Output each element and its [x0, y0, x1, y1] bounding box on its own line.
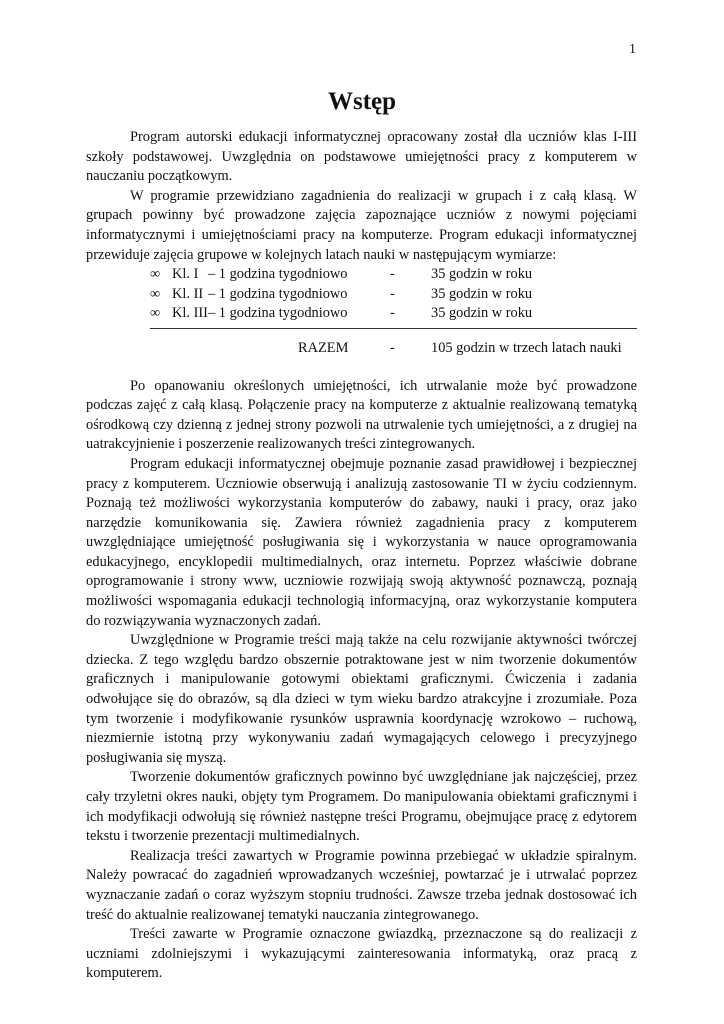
infinity-bullet-icon: ∞: [150, 285, 161, 302]
total-label: RAZEM: [298, 339, 349, 356]
page-number: 1: [629, 42, 636, 57]
schedule-class: Kl. I: [172, 266, 199, 283]
body-paragraph: Treści zawarte w Programie oznaczone gwiazdką, przeznaczone są do realizacji z uczniami zdolniejszymi i wykazującymi zainteresowania informatyką, oraz pracą z komputerem.: [86, 926, 637, 982]
body-paragraph: Uwzględnione w Programie treści mają także na celu rozwijanie aktywności twórczej dziecka. Z tego względu bardzo obszernie potraktowane jest w nim tworzenie dokumentów graficznych i manipulowanie gotowymi obiektami graficznymi. Ćwiczenia i zadania odwołujące się do obrazów, są dla dzieci w tym wieku bardzo atrakcyjne i zrozumiałe. Poza tym tworzenie i modyfikowanie rysunków usprawnia koordynację wzrokowo – ruchową, niezmiernie istotną przy wykonywaniu zadań wymagających celowego i precyzyjnego posługiwania się myszą.: [86, 632, 637, 766]
intro-paragraph: W programie przewidziano zagadnienia do realizacji w grupach i z całą klasą. W grupach powinny być prowadzone zajęcia zapoznające uczniów z nowymi pojęciami informatycznymi i umiejętnościami pracy na komputerze. Program edukacji informatycznej przewiduje zajęcia grupowe w kolejnych latach nauki w następującym wymiarze:: [86, 187, 637, 263]
body-paragraph: Tworzenie dokumentów graficznych powinno być uwzględniane jak najczęściej, przez cały trzyletni okres nauki, objęty tym Programem. Do manipulowania obiektami graficznymi i ich modyfikacji odwołują się również następne treści Programu, obejmujące pracę z edytorem tekstu i tworzenie prezentacji multimedialnych.: [86, 769, 637, 845]
body-paragraph: Program edukacji informatycznej obejmuje poznanie zasad prawidłowej i bezpiecznej pracy z komputerem. Uczniowie obserwują i analizują zastosowanie TI w życiu codziennym. Poznają też możliwości wykorzystania komputerów do zabawy, nauki i pracy, oraz jako narzędzie komunikowania się. Zawiera również zagadnienia pracy z komputerem uwzględniające umiejętność posługiwania się i wykorzystania w nauce oprogramowania edukacyjnego, encyklopedii multimedialnych, oraz internetu. Poprzez właściwie dobrane oprogramowanie i strony www, uczniowie rozwijają swoją aktywność poznawczą, poznają możliwości wspomagania edukacji technologią informacyjną, oraz wykorzystanie komputera do rozwiązywania wyznaczonych zadań.: [86, 455, 637, 629]
infinity-bullet-icon: ∞: [150, 305, 161, 322]
intro-paragraph: Program autorski edukacji informatycznej opracowany został dla uczniów klas I-III szkoły podstawowej. Uwzględnia on podstawowe umiejętności pracy z komputerem w nauczaniu początkowym.: [86, 129, 637, 185]
class-schedule-list: [150, 265, 637, 324]
schedule-description: – 1 godzina tygodniowo: [208, 266, 348, 283]
total-row: [86, 339, 637, 359]
document-body: [86, 128, 637, 984]
schedule-hours: 35 godzin w roku: [431, 266, 533, 283]
schedule-dash: -: [390, 266, 395, 283]
schedule-hours: 35 godzin w roku: [431, 305, 533, 322]
schedule-row: [150, 304, 637, 324]
schedule-dash: -: [390, 305, 395, 322]
schedule-row: [150, 285, 637, 305]
schedule-row: [150, 265, 637, 285]
body-paragraph: Po opanowaniu określonych umiejętności, ich utrwalanie może być prowadzone podczas zajęć z całą klasą. Połączenie pracy na komputerze z aktualnie realizowaną tematyką ośrodkową czy dzienną z jednej strony pozwoli na utrwalenie tych umiejętności, a z drugiej na uatrakcyjnienie i poszerzenie realizowanych treści zintegrowanych.: [86, 377, 637, 453]
total-divider: [150, 328, 637, 329]
page-title: Wstęp: [327, 88, 397, 115]
schedule-hours: 35 godzin w roku: [431, 285, 533, 302]
total-dash: -: [390, 339, 395, 356]
schedule-class: Kl. II: [172, 285, 204, 302]
schedule-class: Kl. III: [172, 305, 208, 322]
schedule-description: – 1 godzina tygodniowo: [208, 305, 348, 322]
schedule-description: – 1 godzina tygodniowo: [208, 285, 348, 302]
total-hours: 105 godzin w trzech latach nauki: [431, 339, 622, 356]
infinity-bullet-icon: ∞: [150, 266, 161, 283]
schedule-dash: -: [390, 285, 395, 302]
body-paragraph: Realizacja treści zawartych w Programie powinna przebiegać w układzie spiralnym. Należy powracać do zagadnień wprowadzanych wcześniej, powtarzać je i utrwalać poprzez wyznaczanie zadań o coraz wyższym stopniu trudności. Zawsze trzeba jednak dostosować ich treść do aktualnie realizowanej tematyki nauczania zintegrowanego.: [86, 847, 637, 923]
